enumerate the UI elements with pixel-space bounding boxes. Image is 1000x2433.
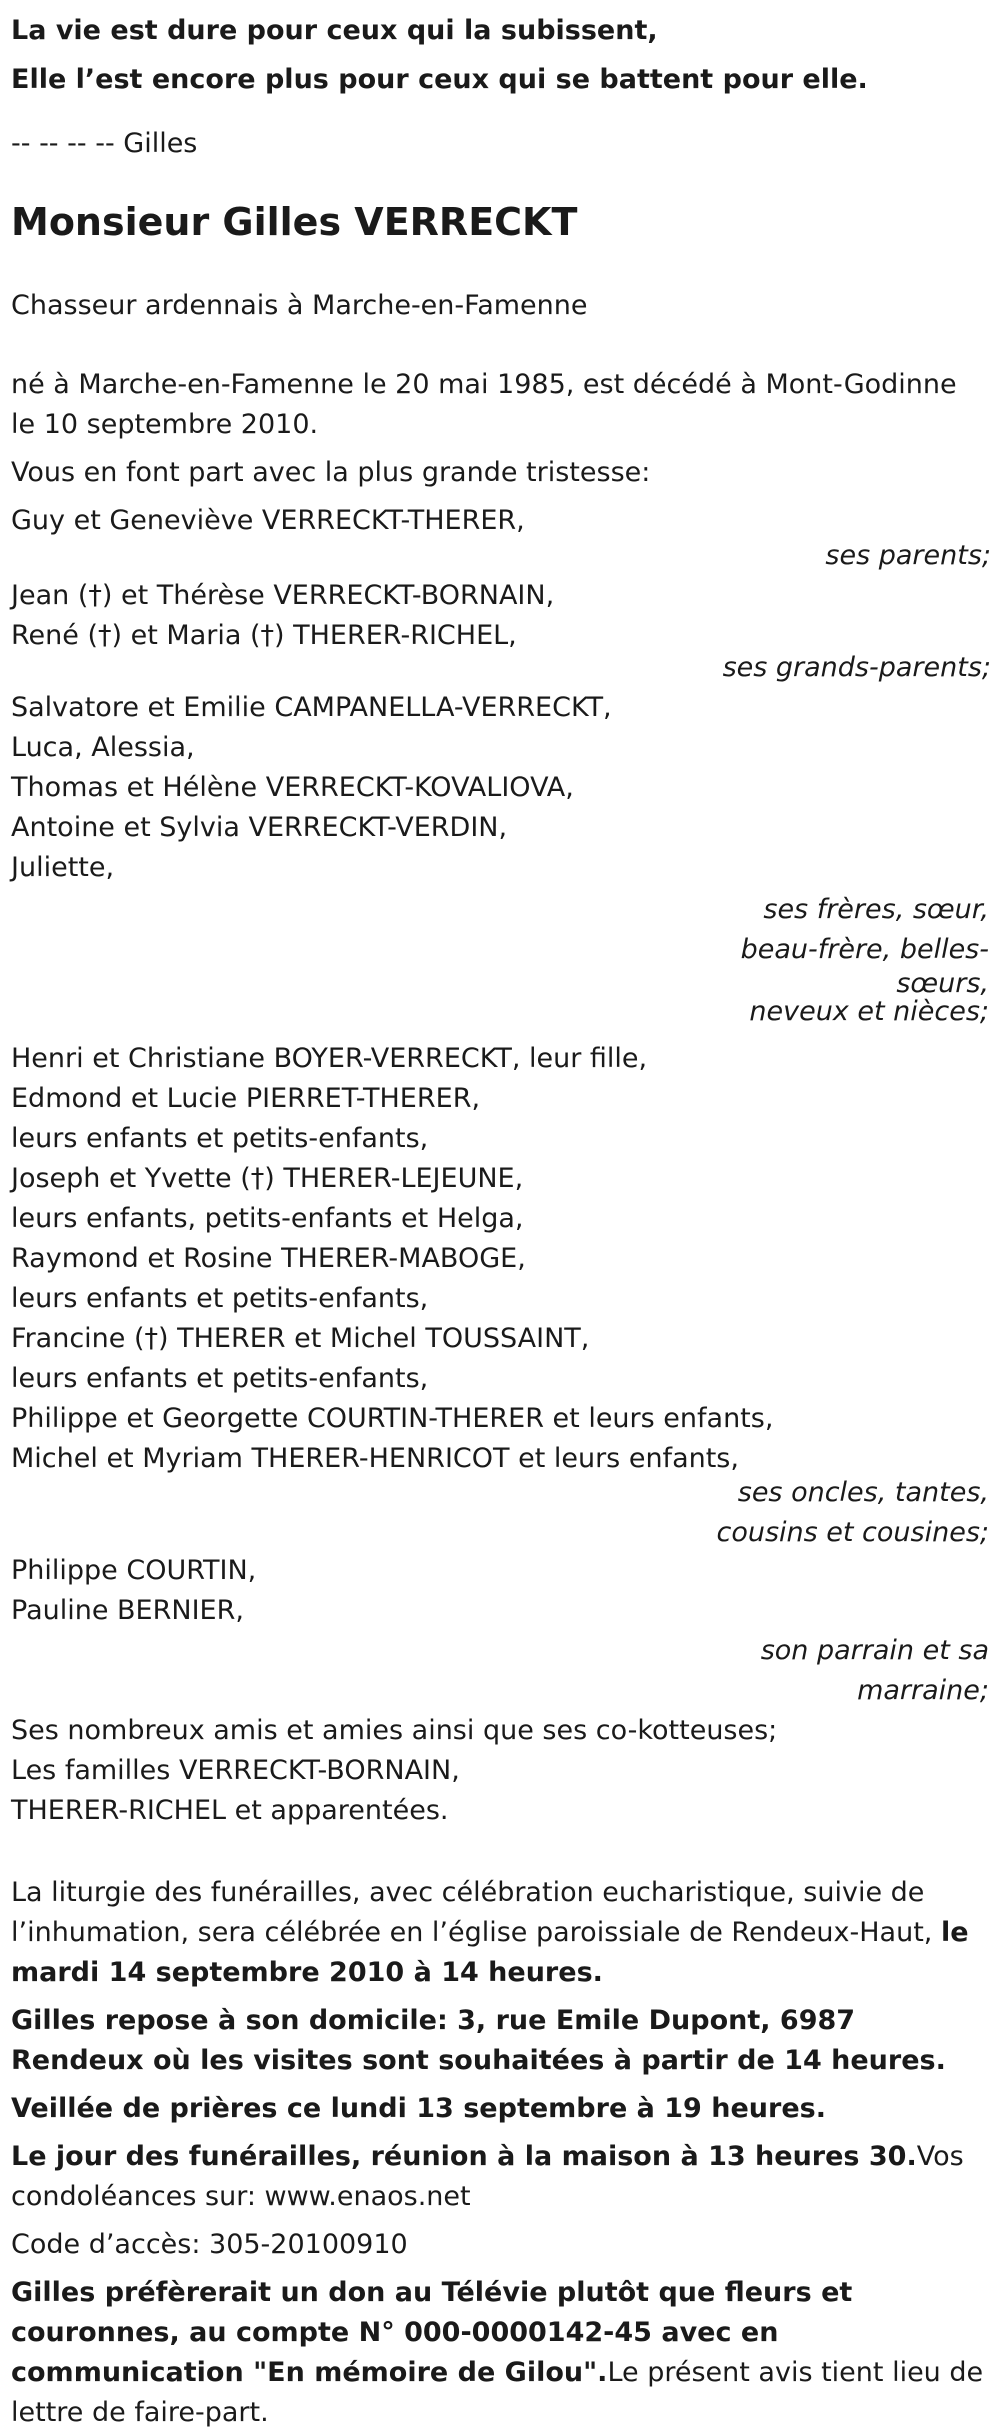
vigil-paragraph xyxy=(11,2089,989,2129)
family-group-uncles xyxy=(11,1039,989,1553)
family-name-line: Les familles VERRECKT-BORNAIN, xyxy=(11,1755,460,1786)
relation-line: neveux et nièces; xyxy=(749,996,989,1027)
repose-paragraph xyxy=(11,2001,989,2081)
relation-label xyxy=(739,890,989,1026)
family-name-line: Jean (†) et Thérèse VERRECKT-BORNAIN, xyxy=(11,580,555,611)
relation-label: ses grands-parents; xyxy=(722,652,991,683)
relation-line: marraine; xyxy=(857,1675,989,1706)
donation-paragraph xyxy=(11,2273,989,2433)
quote-line: La vie est dure pour ceux qui la subissent, xyxy=(11,15,658,46)
quote-signature: -- -- -- -- Gilles xyxy=(11,128,198,159)
family-name-line: Salvatore et Emilie CAMPANELLA-VERRECKT, xyxy=(11,692,612,723)
family-name-line: Ses nombreux amis et amies ainsi que ses co-kotteuses; xyxy=(11,1715,778,1746)
family-group-siblings xyxy=(11,688,989,1026)
family-name-line: Edmond et Lucie PIERRET-THERER, xyxy=(11,1083,481,1114)
family-name-line: Michel et Myriam THERER-HENRICOT et leurs enfants, xyxy=(11,1443,739,1474)
announcement-intro: Vous en font part avec la plus grande tristesse: xyxy=(11,457,651,488)
birth-death-statement: né à Marche-en-Famenne le 20 mai 1985, est décédé à Mont-Godinne le 10 septembre 2010. xyxy=(11,369,957,440)
family-name-line: Thomas et Hélène VERRECKT-KOVALIOVA, xyxy=(11,772,574,803)
family-name-line: René (†) et Maria (†) THERER-RICHEL, xyxy=(11,620,517,651)
repose-text: Gilles repose à son domicile: 3, rue Emile Dupont, 6987 Rendeux où les visites sont souhaitées à partir de 14 heures. xyxy=(11,2005,946,2076)
family-name-line: leurs enfants et petits-enfants, xyxy=(11,1363,429,1394)
family-name-line: leurs enfants, petits-enfants et Helga, xyxy=(11,1203,524,1234)
family-name-line: Henri et Christiane BOYER-VERRECKT, leur fille, xyxy=(11,1043,648,1074)
relation-line: son parrain et sa xyxy=(760,1635,989,1666)
relation-line: beau-frère, belles- xyxy=(740,934,989,965)
liturgy-date: le mardi 14 septembre 2010 à 14 heures. xyxy=(11,1917,969,1988)
family-name-line: Luca, Alessia, xyxy=(11,732,195,763)
closing-text: Le présent avis tient lieu de lettre de faire-part. xyxy=(11,2357,984,2428)
relation-label xyxy=(689,1631,989,1711)
family-group-grandparents xyxy=(11,576,989,688)
family-group-godparents xyxy=(11,1551,989,1711)
relation-line: cousins et cousines; xyxy=(716,1517,989,1548)
relation-line: ses oncles, tantes, xyxy=(737,1477,989,1508)
family-name-line: leurs enfants et petits-enfants, xyxy=(11,1283,429,1314)
meeting-text: Le jour des funérailles, réunion à la maison à 13 heures 30. xyxy=(11,2141,917,2172)
opening-quote xyxy=(11,6,989,104)
family-name-line: Francine (†) THERER et Michel TOUSSAINT, xyxy=(11,1323,590,1354)
family-name-line: leurs enfants et petits-enfants, xyxy=(11,1123,429,1154)
family-name-line: Pauline BERNIER, xyxy=(11,1595,244,1626)
family-group-parents xyxy=(11,501,989,576)
family-name-line: Raymond et Rosine THERER-MABOGE, xyxy=(11,1243,526,1274)
relation-line: sœurs, xyxy=(896,968,989,999)
family-name-line: Guy et Geneviève VERRECKT-THERER, xyxy=(11,505,525,536)
meeting-paragraph xyxy=(11,2137,989,2217)
family-name-line: THERER-RICHEL et apparentées. xyxy=(11,1795,449,1826)
condolences-text: Vos condoléances sur: www.enaos.net xyxy=(11,2141,964,2212)
relation-label: ses parents; xyxy=(825,540,991,571)
quote-line: Elle l’est encore plus pour ceux qui se battent pour elle. xyxy=(11,64,868,95)
family-name-line: Antoine et Sylvia VERRECKT-VERDIN, xyxy=(11,812,508,843)
donation-text: Gilles préfèrerait un don au Télévie plutôt que fleurs et couronnes, au compte N° 000-0000142-45 avec en communication "En mémoire de Gilou". xyxy=(11,2277,853,2388)
family-name-line: Joseph et Yvette (†) THERER-LEJEUNE, xyxy=(11,1163,524,1194)
obituary-notice xyxy=(11,6,989,2433)
family-name-line: Philippe COURTIN, xyxy=(11,1555,257,1586)
family-group-others xyxy=(11,1711,989,1831)
vigil-text: Veillée de prières ce lundi 13 septembre à 19 heures. xyxy=(11,2093,826,2124)
page-title: Monsieur Gilles VERRECKT xyxy=(11,200,578,244)
access-code: Code d’accès: 305-20100910 xyxy=(11,2229,408,2260)
deceased-role: Chasseur ardennais à Marche-en-Famenne xyxy=(11,290,588,321)
relation-line: ses frères, sœur, xyxy=(763,894,989,925)
relation-label xyxy=(669,1473,989,1553)
liturgy-text: La liturgie des funérailles, avec célébration eucharistique, suivie de l’inhumation, sera célébrée en l’église paroissiale de Rendeux-Haut, xyxy=(11,1877,941,1948)
family-name-line: Philippe et Georgette COURTIN-THERER et leurs enfants, xyxy=(11,1403,774,1434)
liturgy-paragraph xyxy=(11,1873,989,1993)
family-name-line: Juliette, xyxy=(11,852,115,883)
